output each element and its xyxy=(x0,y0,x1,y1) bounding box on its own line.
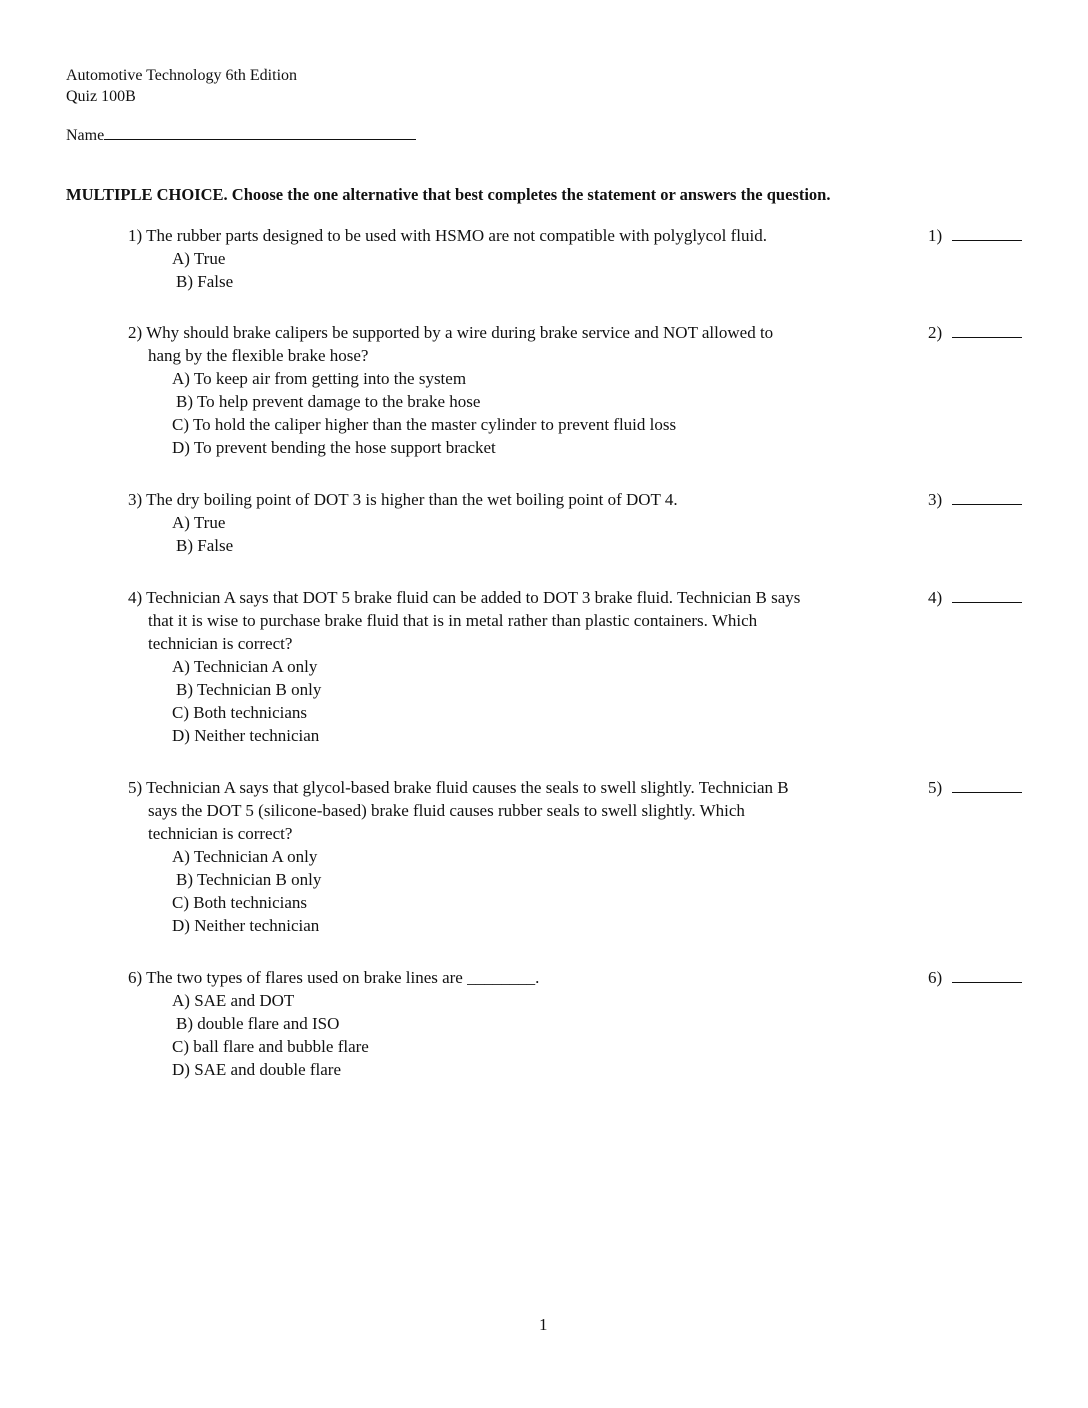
name-blank-line xyxy=(104,125,416,140)
answer-option: A) Technician A only xyxy=(172,657,318,676)
question-text-line: that it is wise to purchase brake fluid that is in metal rather than plastic containers. Which xyxy=(148,611,758,630)
name-field xyxy=(66,125,416,145)
answer-option: B) double flare and ISO xyxy=(176,1014,340,1033)
answer-blank-line[interactable] xyxy=(952,970,1022,983)
question-text-line: 6) The two types of flares used on brake lines are ________. xyxy=(128,968,540,987)
answer-slot xyxy=(928,776,1022,799)
answer-number: 4) xyxy=(928,588,943,607)
answer-blank-line[interactable] xyxy=(952,325,1022,338)
answer-number: 5) xyxy=(928,778,943,797)
question-text-line: 4) Technician A says that DOT 5 brake fluid can be added to DOT 3 brake fluid. Technician B says xyxy=(128,588,801,607)
answer-blank-line[interactable] xyxy=(952,780,1022,793)
answer-option: B) False xyxy=(176,272,234,291)
page-number: 1 xyxy=(539,1315,548,1334)
document-title: Automotive Technology 6th Edition xyxy=(66,67,298,84)
answer-slot xyxy=(928,224,1022,247)
question-text-line: technician is correct? xyxy=(148,824,293,843)
answer-slot xyxy=(928,586,1022,609)
instructions: MULTIPLE CHOICE. Choose the one alternative that best completes the statement or answers the question. xyxy=(66,185,831,204)
answer-option: A) To keep air from getting into the system xyxy=(172,369,467,388)
answer-option: B) False xyxy=(176,536,234,555)
answer-slot xyxy=(928,966,1022,989)
answer-option: D) To prevent bending the hose support bracket xyxy=(172,438,496,457)
answer-option: A) True xyxy=(172,513,226,532)
question-text-line: 5) Technician A says that glycol-based brake fluid causes the seals to swell slightly. Technician B xyxy=(128,778,789,797)
answer-option: A) SAE and DOT xyxy=(172,991,295,1010)
answer-option: C) ball flare and bubble flare xyxy=(172,1037,369,1056)
answer-number: 6) xyxy=(928,968,943,987)
answer-option: C) To hold the caliper higher than the master cylinder to prevent fluid loss xyxy=(172,415,677,434)
answer-option: B) To help prevent damage to the brake hose xyxy=(176,392,481,411)
answer-number: 3) xyxy=(928,490,943,509)
answer-option: C) Both technicians xyxy=(172,893,308,912)
answer-slot xyxy=(928,488,1022,511)
question-text-line: technician is correct? xyxy=(148,634,293,653)
answer-blank-line[interactable] xyxy=(952,590,1022,603)
answer-blank-line[interactable] xyxy=(952,228,1022,241)
question-1 xyxy=(128,224,918,293)
answer-option: D) Neither technician xyxy=(172,726,320,745)
question-text-line: 1) The rubber parts designed to be used with HSMO are not compatible with polyglycol fluid. xyxy=(128,226,767,245)
question-3 xyxy=(128,488,918,557)
question-5 xyxy=(128,776,918,937)
question-text-line: hang by the flexible brake hose? xyxy=(148,346,369,365)
quiz-label: Quiz 100B xyxy=(66,88,136,105)
answer-option: C) Both technicians xyxy=(172,703,308,722)
answer-slot xyxy=(928,321,1022,344)
answer-number: 2) xyxy=(928,323,943,342)
question-text-line: 2) Why should brake calipers be supported by a wire during brake service and NOT allowed to xyxy=(128,323,774,342)
answer-option: D) SAE and double flare xyxy=(172,1060,342,1079)
answer-number: 1) xyxy=(928,226,943,245)
question-text-line: 3) The dry boiling point of DOT 3 is higher than the wet boiling point of DOT 4. xyxy=(128,490,678,509)
question-4 xyxy=(128,586,918,747)
answer-option: A) True xyxy=(172,249,226,268)
question-6 xyxy=(128,966,918,1081)
question-text-line: says the DOT 5 (silicone-based) brake fluid causes rubber seals to swell slightly. Which xyxy=(148,801,745,820)
answer-option: D) Neither technician xyxy=(172,916,320,935)
answer-blank-line[interactable] xyxy=(952,492,1022,505)
question-2 xyxy=(128,321,918,459)
answer-option: B) Technician B only xyxy=(176,870,322,889)
answer-option: A) Technician A only xyxy=(172,847,318,866)
answer-option: B) Technician B only xyxy=(176,680,322,699)
name-label: Name xyxy=(66,127,105,144)
